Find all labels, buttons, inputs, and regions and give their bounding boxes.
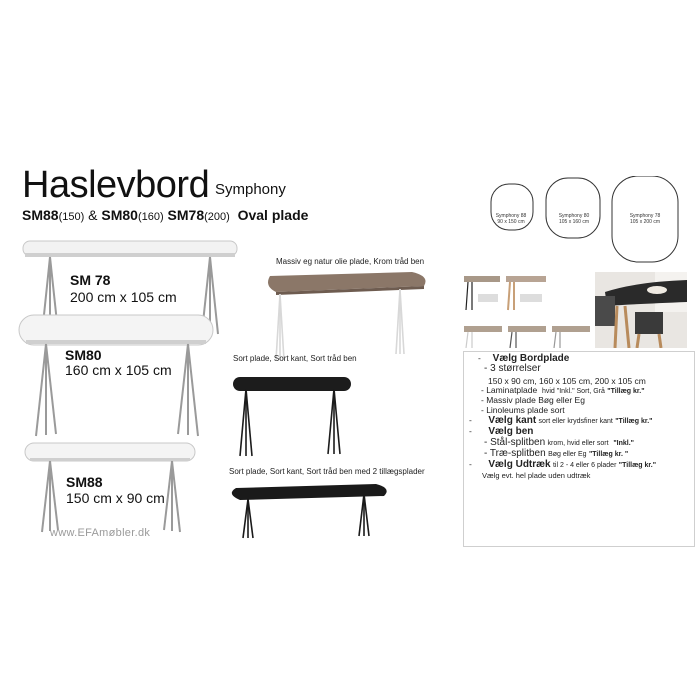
table-sm88-dims: 150 cm x 90 cm [66,490,165,506]
spec-linoleum: - Linoleums plade sort [481,405,565,415]
spec-staal-options: krom, hvid eller sort [547,440,609,447]
spec-massiv-options: Bøg eller Eg [538,395,585,405]
thumb-3 [464,326,502,348]
table-sm80-model: SM80 [65,347,102,363]
table-sm88-model: SM88 [66,474,103,490]
page-title: Haslevbord [22,164,210,206]
spec-bordplade [478,354,569,363]
model-size-sm88: (150) [58,211,85,223]
spec-bullet-3: - [469,426,472,436]
spec-sizes: 150 x 90 cm, 160 x 105 cm, 200 x 105 cm [488,376,646,386]
table-oak-image [262,268,432,364]
table-black-image [230,374,354,460]
spec-udtraek [469,460,656,470]
table-sm78-dims: 200 cm x 105 cm [70,289,177,305]
shape-78-dims: 105 x 200 cm [629,219,661,225]
spec-kant-options: sort eller krydsfiner kant [538,418,613,425]
shape-80-dims: 105 x 160 cm [558,219,590,225]
spec-heading-bordplade: Vælg Bordplade [492,353,570,364]
spec-laminat-price: "Tillæg kr." [607,388,645,395]
model-amp: & [88,207,98,223]
table-sm78-model: SM 78 [70,272,111,288]
spec-trae-options: Bøg eller Eg [548,451,587,458]
spec-ben [469,427,533,436]
spec-laminat-options: hvid "Inkl." Sort, Grå [541,388,605,395]
spec-bullet-2: - [469,415,472,425]
spec-bullet-1: - [478,353,481,363]
caption-black: Sort plade, Sort kant, Sort tråd ben [233,354,357,363]
spec-sizes-count: - 3 størrelser [484,363,541,374]
caption-black-extended: Sort plade, Sort kant, Sort tråd ben med 2 tillægsplader [229,467,425,476]
website-url: www.EFAmøbler.dk [50,527,151,539]
spec-massiv [481,396,585,405]
thumb-4 [508,326,546,348]
shape-80 [547,213,601,225]
table-black-extended-image [226,478,396,542]
leg-variant-thumbnails [458,272,592,348]
spec-heading-kant: Vælg kant [488,415,537,426]
table-sm88-image [22,440,198,536]
model-code-sm78: SM78 [167,207,205,223]
spec-staal-price: "Inkl." [613,440,634,447]
thumb-1 [464,276,500,310]
page-subtitle: Symphony [215,181,286,198]
spec-hel-plade: Vælg evt. hel plade uden udtræk [482,471,591,480]
model-shape: Oval plade [237,207,309,223]
spec-massiv-label: - Massiv plade [481,395,536,405]
spec-trae-label: - Træ-splitben [484,448,546,459]
spec-kant [469,416,652,426]
spec-laminat-label: - Laminatplade [481,385,538,395]
model-code-sm88: SM88 [22,207,59,223]
shape-88 [489,213,533,225]
spec-udtraek-options: til 2 - 4 eller 6 plader [552,462,617,469]
spec-udtraek-price: "Tillæg kr." [618,462,657,469]
spec-bullet-4: - [469,459,472,469]
spec-staal-label: - Stål-splitben [484,437,546,448]
shape-78-name: Symphony 78 [629,213,661,219]
spec-trae [484,449,628,459]
spec-heading-udtraek: Vælg Udtræk [488,459,551,470]
table-sm80-dims: 160 cm x 105 cm [65,362,172,378]
thumb-2 [506,276,546,310]
thumb-5 [552,326,590,348]
spec-staal [484,438,634,448]
model-size-sm78: (200) [204,211,230,223]
spec-heading-ben: Vælg ben [488,426,534,437]
model-line [22,207,308,223]
spec-kant-price: "Tillæg kr." [615,418,653,425]
shape-88-name: Symphony 88 [495,213,527,219]
model-code-sm80: SM80 [101,207,138,223]
shape-78 [612,213,678,225]
spec-trae-price: "Tillæg kr. " [588,451,629,458]
room-photo [595,272,687,348]
caption-oak: Massiv eg natur olie plade, Krom tråd ben [276,257,425,266]
model-size-sm80: (160) [137,211,164,223]
shape-80-name: Symphony 80 [558,213,590,219]
shape-88-dims: 90 x 150 cm [497,219,525,225]
